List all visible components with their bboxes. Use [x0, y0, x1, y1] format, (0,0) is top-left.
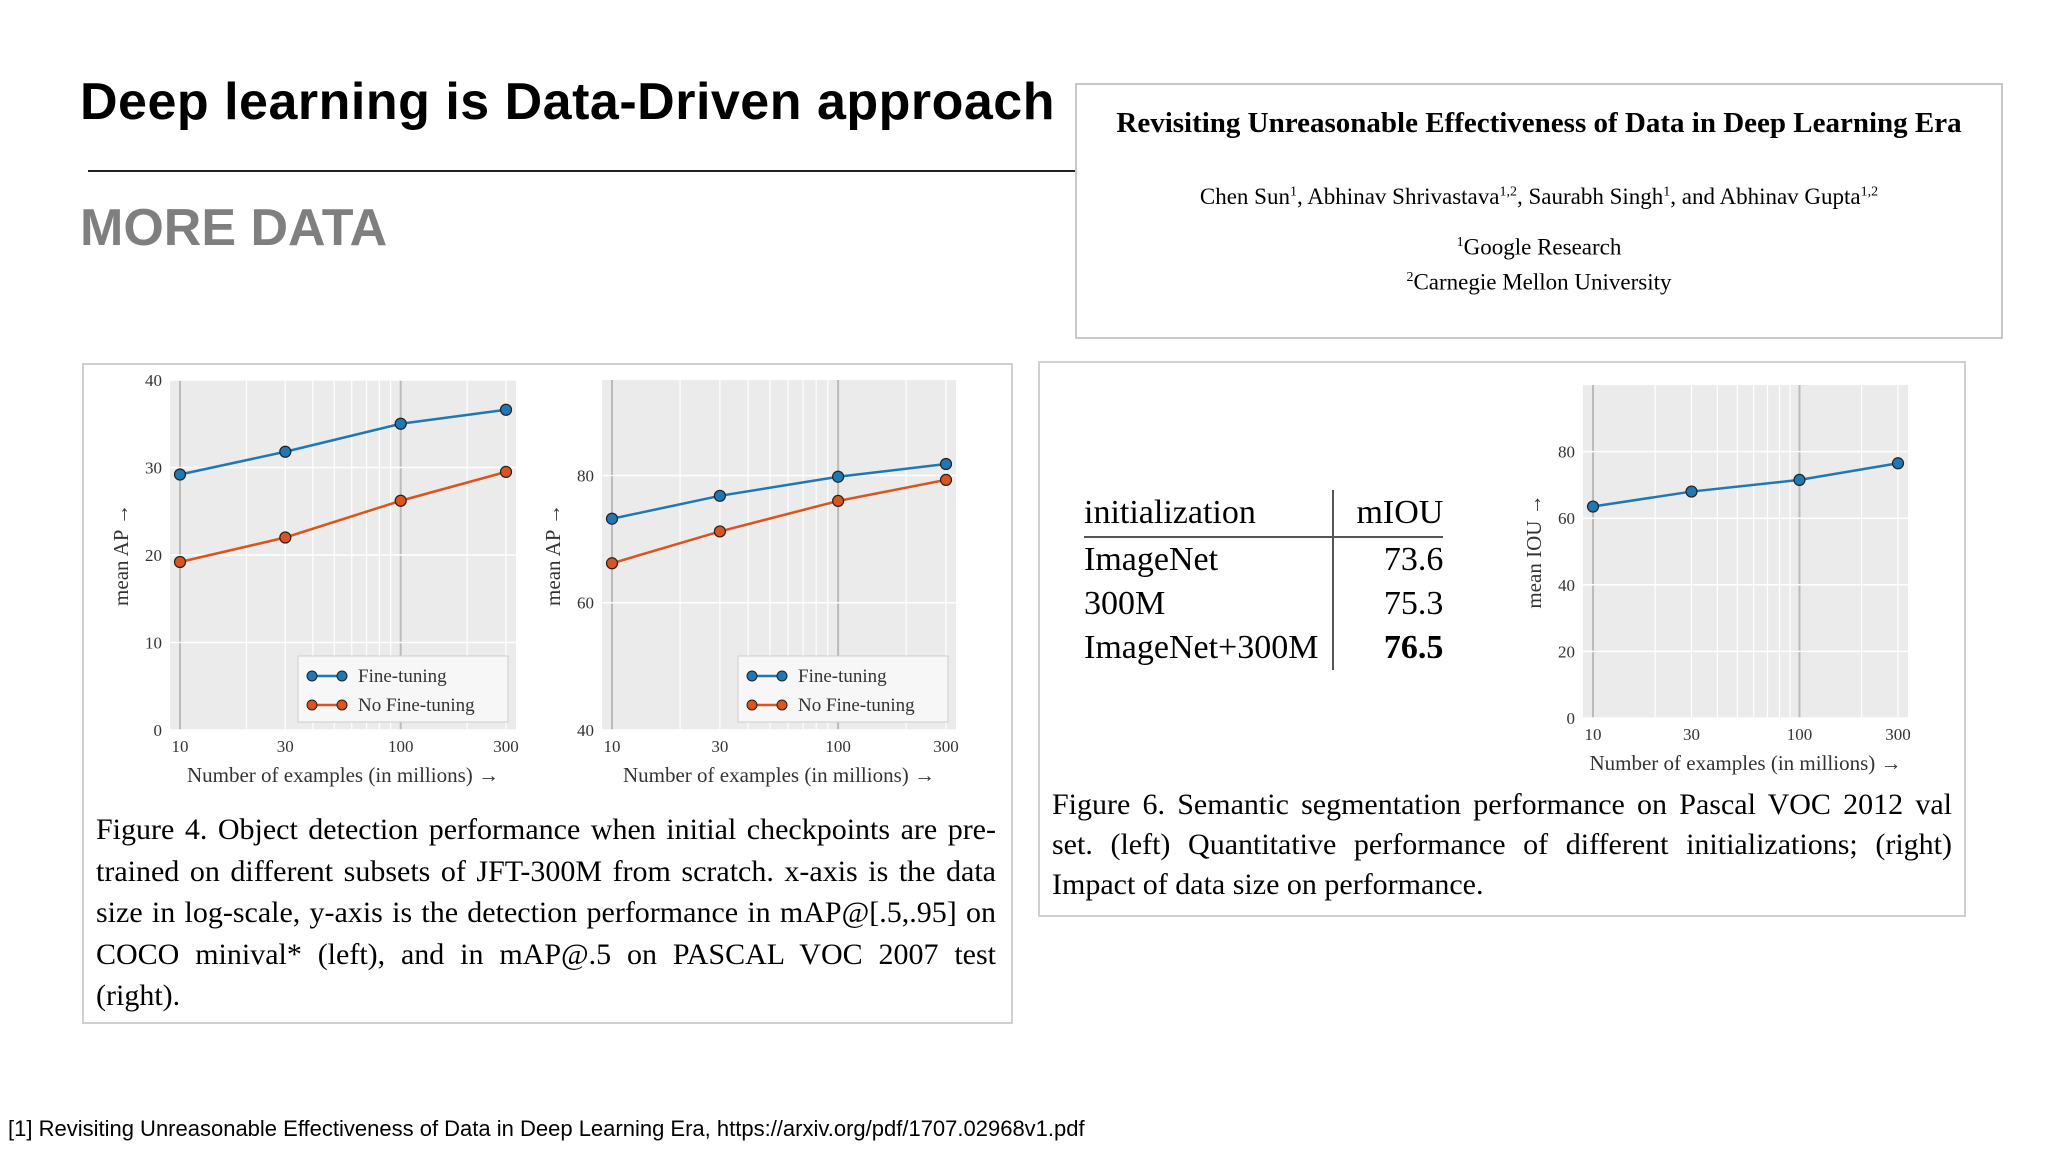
table-row	[1084, 626, 1443, 670]
affiliation: $^2$Carnegie Mellon University	[1406, 269, 1672, 295]
y-tick-label: 20	[1558, 642, 1575, 662]
footnote: [1] Revisiting Unreasonable Effectiveness of Data in Deep Learning Era, https://arxiv.org/pdf/1707.02968v1.pdf	[8, 1116, 1085, 1141]
y-tick-label: 10	[145, 633, 162, 653]
legend-marker	[337, 671, 347, 681]
data-point	[941, 459, 952, 470]
data-point	[1893, 458, 1904, 469]
figure-4-panel	[82, 363, 1013, 1024]
legend-label: Fine-tuning	[798, 666, 887, 687]
data-point	[501, 466, 512, 477]
slide-title: Deep learning is Data-Driven approach	[80, 73, 1055, 131]
table-header: mIOU	[1333, 490, 1443, 537]
data-point	[714, 526, 725, 537]
paper-title: Revisiting Unreasonable Effectiveness of Data in Deep Learning Era	[1116, 107, 1962, 139]
affiliation: $^1$Google Research	[1456, 234, 1622, 260]
x-tick-label: 30	[1683, 725, 1701, 744]
table-header: initialization	[1084, 490, 1333, 537]
data-point	[607, 513, 618, 524]
data-point	[833, 471, 844, 482]
legend-label: No Fine-tuning	[358, 695, 475, 716]
y-tick-label: 80	[577, 466, 594, 486]
legend-marker	[307, 671, 317, 681]
author-sup: 1	[1289, 184, 1297, 200]
data-point	[501, 404, 512, 415]
data-point	[1588, 501, 1599, 512]
data-point	[607, 558, 618, 569]
x-tick-label: 30	[276, 737, 294, 756]
table-cell: 300M	[1084, 585, 1166, 622]
paper-authors: Chen Sun$^1$, Abhinav Shrivastava$^{1,2}$, Saurabh Singh$^1$, and Abhinav Gupta$^{1,2}$	[1199, 184, 1879, 209]
x-tick-label: 300	[493, 737, 519, 756]
table-row	[1084, 582, 1443, 626]
data-point	[941, 474, 952, 485]
y-tick-label: 20	[145, 546, 162, 565]
data-point	[395, 418, 406, 429]
table-cell: ImageNet	[1084, 541, 1219, 578]
author-sup: 1	[1663, 184, 1671, 200]
data-point	[175, 469, 186, 480]
plot-area	[1583, 385, 1908, 718]
data-point	[280, 446, 291, 457]
x-tick-label: 10	[171, 737, 189, 756]
data-point	[1686, 486, 1697, 497]
figure-6-panel	[1038, 361, 1966, 917]
y-axis-label: mean AP →	[109, 504, 133, 606]
miou-table	[1084, 490, 1443, 670]
data-point	[833, 495, 844, 506]
author: Chen Sun	[1199, 184, 1290, 209]
author: Abhinav Gupta	[1719, 184, 1861, 209]
x-tick-label: 10	[1584, 725, 1602, 744]
x-tick-label: 10	[603, 737, 621, 756]
paper-affiliations	[1077, 228, 2001, 297]
legend-label: Fine-tuning	[358, 666, 447, 687]
data-point	[714, 490, 725, 501]
x-tick-label: 300	[1885, 725, 1911, 744]
x-tick-label: 300	[933, 737, 959, 756]
legend-marker	[747, 700, 757, 710]
coco-chart	[84, 365, 534, 795]
y-tick-label: 40	[145, 371, 162, 390]
x-tick-label: 100	[387, 737, 414, 756]
data-point	[395, 495, 406, 506]
y-tick-label: 60	[577, 593, 594, 613]
y-axis-label: mean IOU →	[1522, 494, 1546, 609]
legend-marker	[307, 700, 317, 710]
y-tick-label: 40	[577, 721, 594, 740]
table-cell: ImageNet+300M	[1084, 629, 1319, 666]
legend-marker	[777, 671, 787, 681]
y-axis-label: mean AP →	[541, 504, 565, 606]
voc-chart	[536, 365, 996, 795]
legend-marker	[337, 700, 347, 710]
slide-subtitle: MORE DATA	[80, 199, 388, 257]
data-point	[1794, 474, 1805, 485]
y-tick-label: 80	[1558, 442, 1575, 462]
x-tick-label: 100	[1786, 725, 1813, 744]
data-point	[175, 557, 186, 568]
author: Abhinav Shrivastava	[1307, 184, 1500, 209]
y-tick-label: 0	[1566, 709, 1575, 728]
x-tick-label: 100	[825, 737, 851, 756]
table-row	[1084, 537, 1443, 582]
author-sup: 1,2	[1499, 184, 1517, 200]
title-divider	[88, 170, 1078, 172]
author-sup: 1,2	[1860, 184, 1879, 200]
y-tick-label: 60	[1558, 509, 1575, 529]
legend-marker	[747, 671, 757, 681]
segmentation-chart	[1510, 363, 1950, 783]
paper-header-box	[1075, 83, 2003, 339]
table-cell: 76.5	[1333, 626, 1443, 670]
author: Saurabh Singh	[1528, 184, 1664, 209]
table-cell: 75.3	[1333, 582, 1443, 626]
figure-4-caption: Figure 4. Object detection performance when initial checkpoints are pre-trained on different subsets of JFT-300M from scratch. x-axis is the data size in log-scale, y-axis is the detection performance in mAP@[.5,.95] on COCO minival* (left), and in mAP@.5 on PASCAL VOC 2007 test (right).	[96, 813, 996, 1012]
x-axis-label: Number of examples (in millions) →	[1589, 751, 1902, 775]
legend-marker	[777, 700, 787, 710]
y-tick-label: 30	[145, 458, 162, 478]
x-axis-label: Number of examples (in millions) →	[186, 763, 500, 787]
table-cell: 73.6	[1333, 537, 1443, 582]
table-header-row	[1084, 490, 1443, 537]
legend-label: No Fine-tuning	[798, 695, 915, 716]
data-point	[280, 532, 291, 543]
x-tick-label: 30	[711, 737, 729, 756]
y-tick-label: 40	[1558, 575, 1575, 595]
y-tick-label: 0	[153, 721, 162, 740]
figure-6-caption: Figure 6. Semantic segmentation performance on Pascal VOC 2012 val set. (left) Quantitative performance of different initializations; (right) Impact of data size on performance.	[1052, 788, 1952, 901]
x-axis-label: Number of examples (in millions) →	[622, 763, 936, 787]
